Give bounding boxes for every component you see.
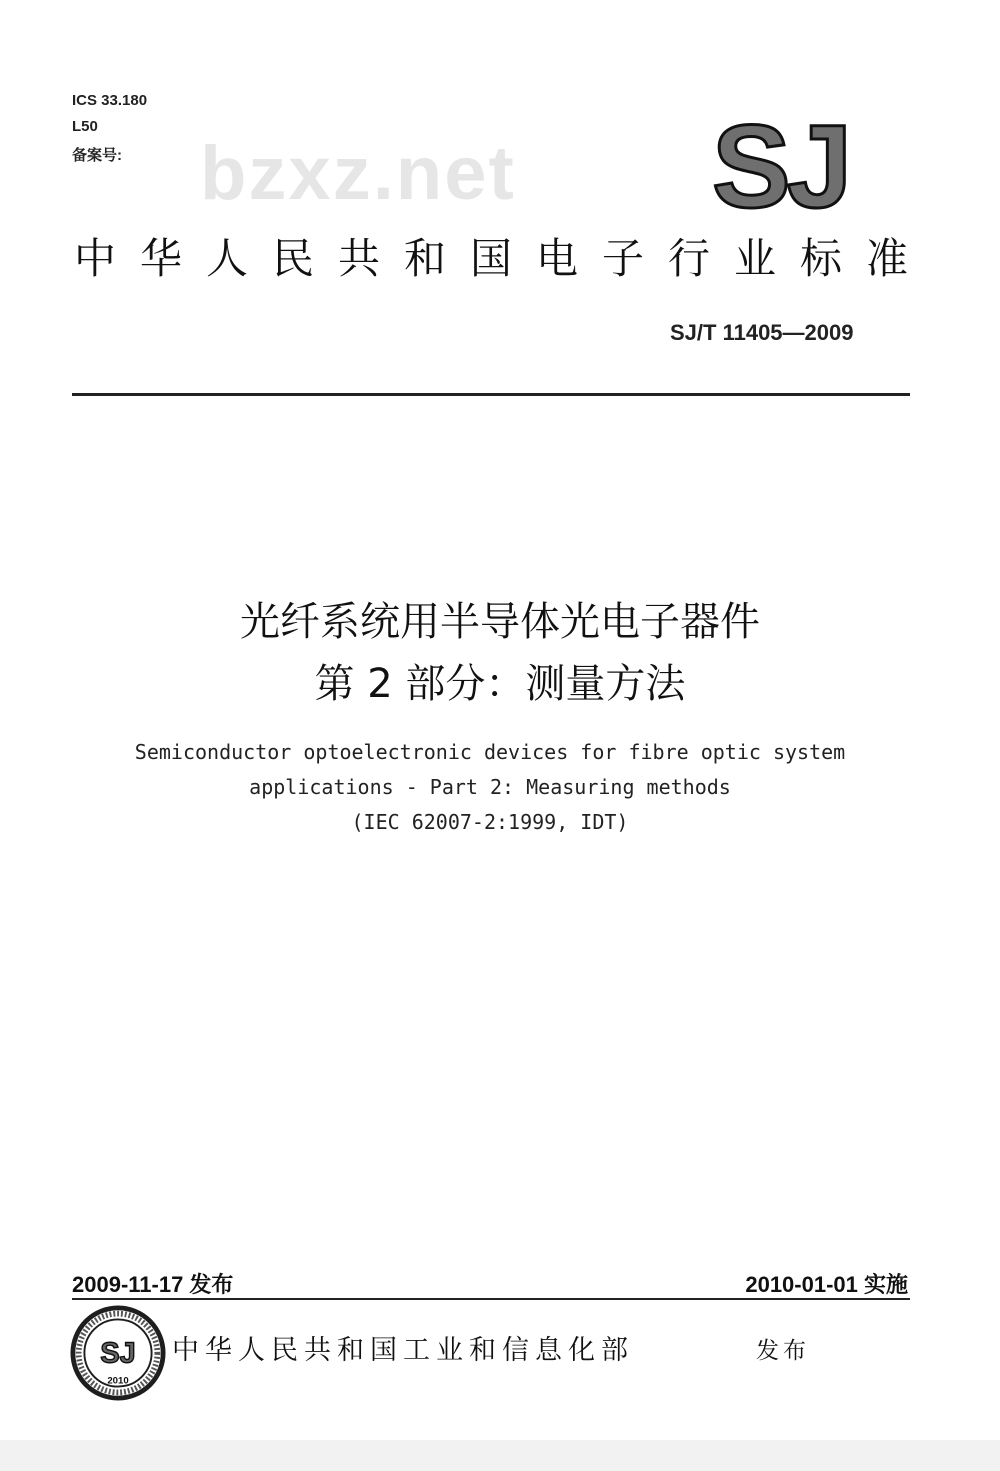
class-code: L50: [72, 118, 98, 135]
ministry-seal-icon: [70, 1305, 166, 1401]
standard-title: 中华人民共和国电子行业标准: [74, 234, 933, 283]
publisher-name: 中华人民共和国工业和信息化部: [172, 1335, 634, 1366]
issue-date: 2009-11-17 发布: [72, 1272, 234, 1297]
standard-code: SJ/T 11405—2009: [670, 320, 854, 345]
footer-divider: [72, 1298, 910, 1300]
sj-logo: SJ: [712, 101, 849, 233]
seal-year: 2010: [107, 1375, 129, 1387]
watermark: bzxz.net: [200, 131, 516, 216]
implement-date: 2010-01-01 实施: [745, 1272, 908, 1297]
en-title-line2: applications - Part 2: Measuring methods: [249, 775, 731, 799]
cn-title-line2: 第 2 部分：测量方法: [314, 661, 686, 707]
header-divider: [72, 393, 910, 396]
en-title-line3: (IEC 62007-2:1999, IDT): [351, 810, 629, 834]
en-title-line1: Semiconductor optoelectronic devices for fibre optic system: [134, 740, 846, 764]
seal-text: SJ: [100, 1337, 136, 1370]
filing-number-label: 备案号:: [72, 147, 122, 164]
cn-title-line1: 光纤系统用半导体光电子器件: [240, 599, 760, 645]
publisher-suffix: 发布: [756, 1338, 810, 1364]
page-bottom-band: [0, 1440, 1000, 1471]
ics-code: ICS 33.180: [72, 92, 148, 109]
